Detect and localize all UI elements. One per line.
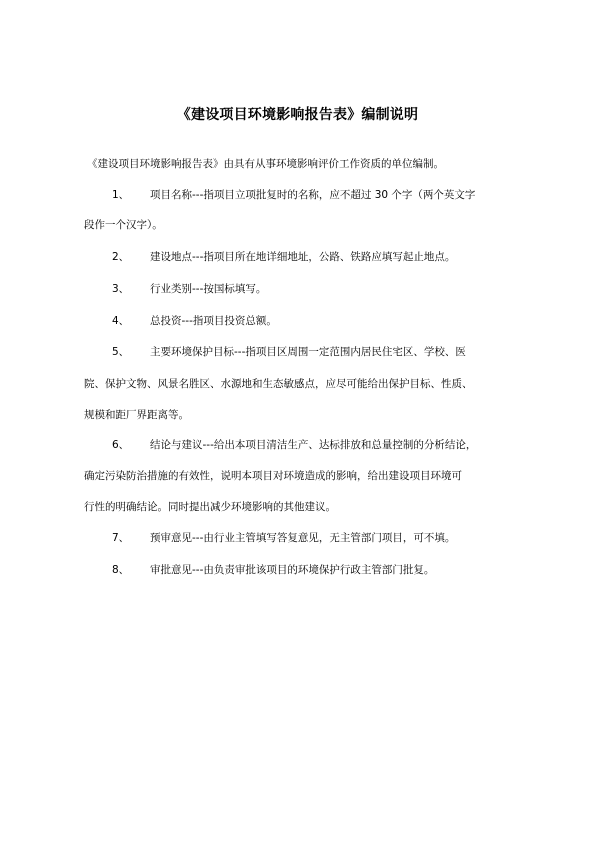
item-8-number: 8、: [112, 564, 130, 576]
item-1-text-1: 项目名称---指项目立项批复时的名称，应不超过 30 个字（两个英文字: [150, 189, 476, 201]
item-7-line-1: [112, 531, 455, 545]
item-2-text-1: 建设地点---指项目所在地详细地址，公路、铁路应填写起止地点。: [150, 251, 456, 263]
item-5-line-1: [112, 345, 466, 359]
item-4-text-1: 总投资---指项目投资总额。: [150, 315, 277, 327]
item-3-line-1: [112, 282, 266, 296]
item-4-number: 4、: [112, 315, 130, 327]
item-6-number: 6、: [112, 439, 130, 451]
intro-paragraph: 《建设项目环境影响报告表》由具有从事环境影响评价工作资质的单位编制。: [87, 158, 444, 170]
item-7-number: 7、: [112, 532, 130, 544]
item-3-number: 3、: [112, 283, 130, 295]
item-8-text-1: 审批意见---由负责审批该项目的环境保护行政主管部门批复。: [150, 564, 435, 576]
page-title: 《建设项目环境影响报告表》编制说明: [176, 107, 419, 123]
item-1-number: 1、: [112, 189, 130, 201]
item-1-line-2: 段作一个汉字）。: [84, 219, 163, 231]
item-8-line-1: [112, 563, 434, 577]
item-5-text-1: 主要环境保护目标---指项目区周围一定范围内居民住宅区、学校、医: [150, 346, 466, 358]
item-5-number: 5、: [112, 346, 130, 358]
item-6-line-3: 行性的明确结论。同时提出减少环境影响的其他建议。: [84, 501, 336, 513]
item-6-text-1: 结论与建议---给出本项目清洁生产、达标排放和总量控制的分析结论，: [150, 439, 477, 451]
item-5-line-2: 院、保护文物、风景名胜区、水源地和生态敏感点，应尽可能给出保护目标、性质、: [84, 378, 473, 390]
item-2-number: 2、: [112, 251, 130, 263]
item-1-line-1: [112, 188, 475, 202]
item-5-line-3: 规模和距厂界距离等。: [84, 409, 189, 421]
item-7-text-1: 预审意见---由行业主管填写答复意见，无主管部门项目，可不填。: [150, 532, 456, 544]
item-6-line-1: [112, 438, 476, 452]
item-6-line-2: 确定污染防治措施的有效性，说明本项目对环境造成的影响，给出建设项目环境可: [84, 470, 462, 482]
item-4-line-1: [112, 314, 277, 328]
item-2-line-1: [112, 250, 455, 264]
item-3-text-1: 行业类别---按国标填写。: [150, 283, 267, 295]
